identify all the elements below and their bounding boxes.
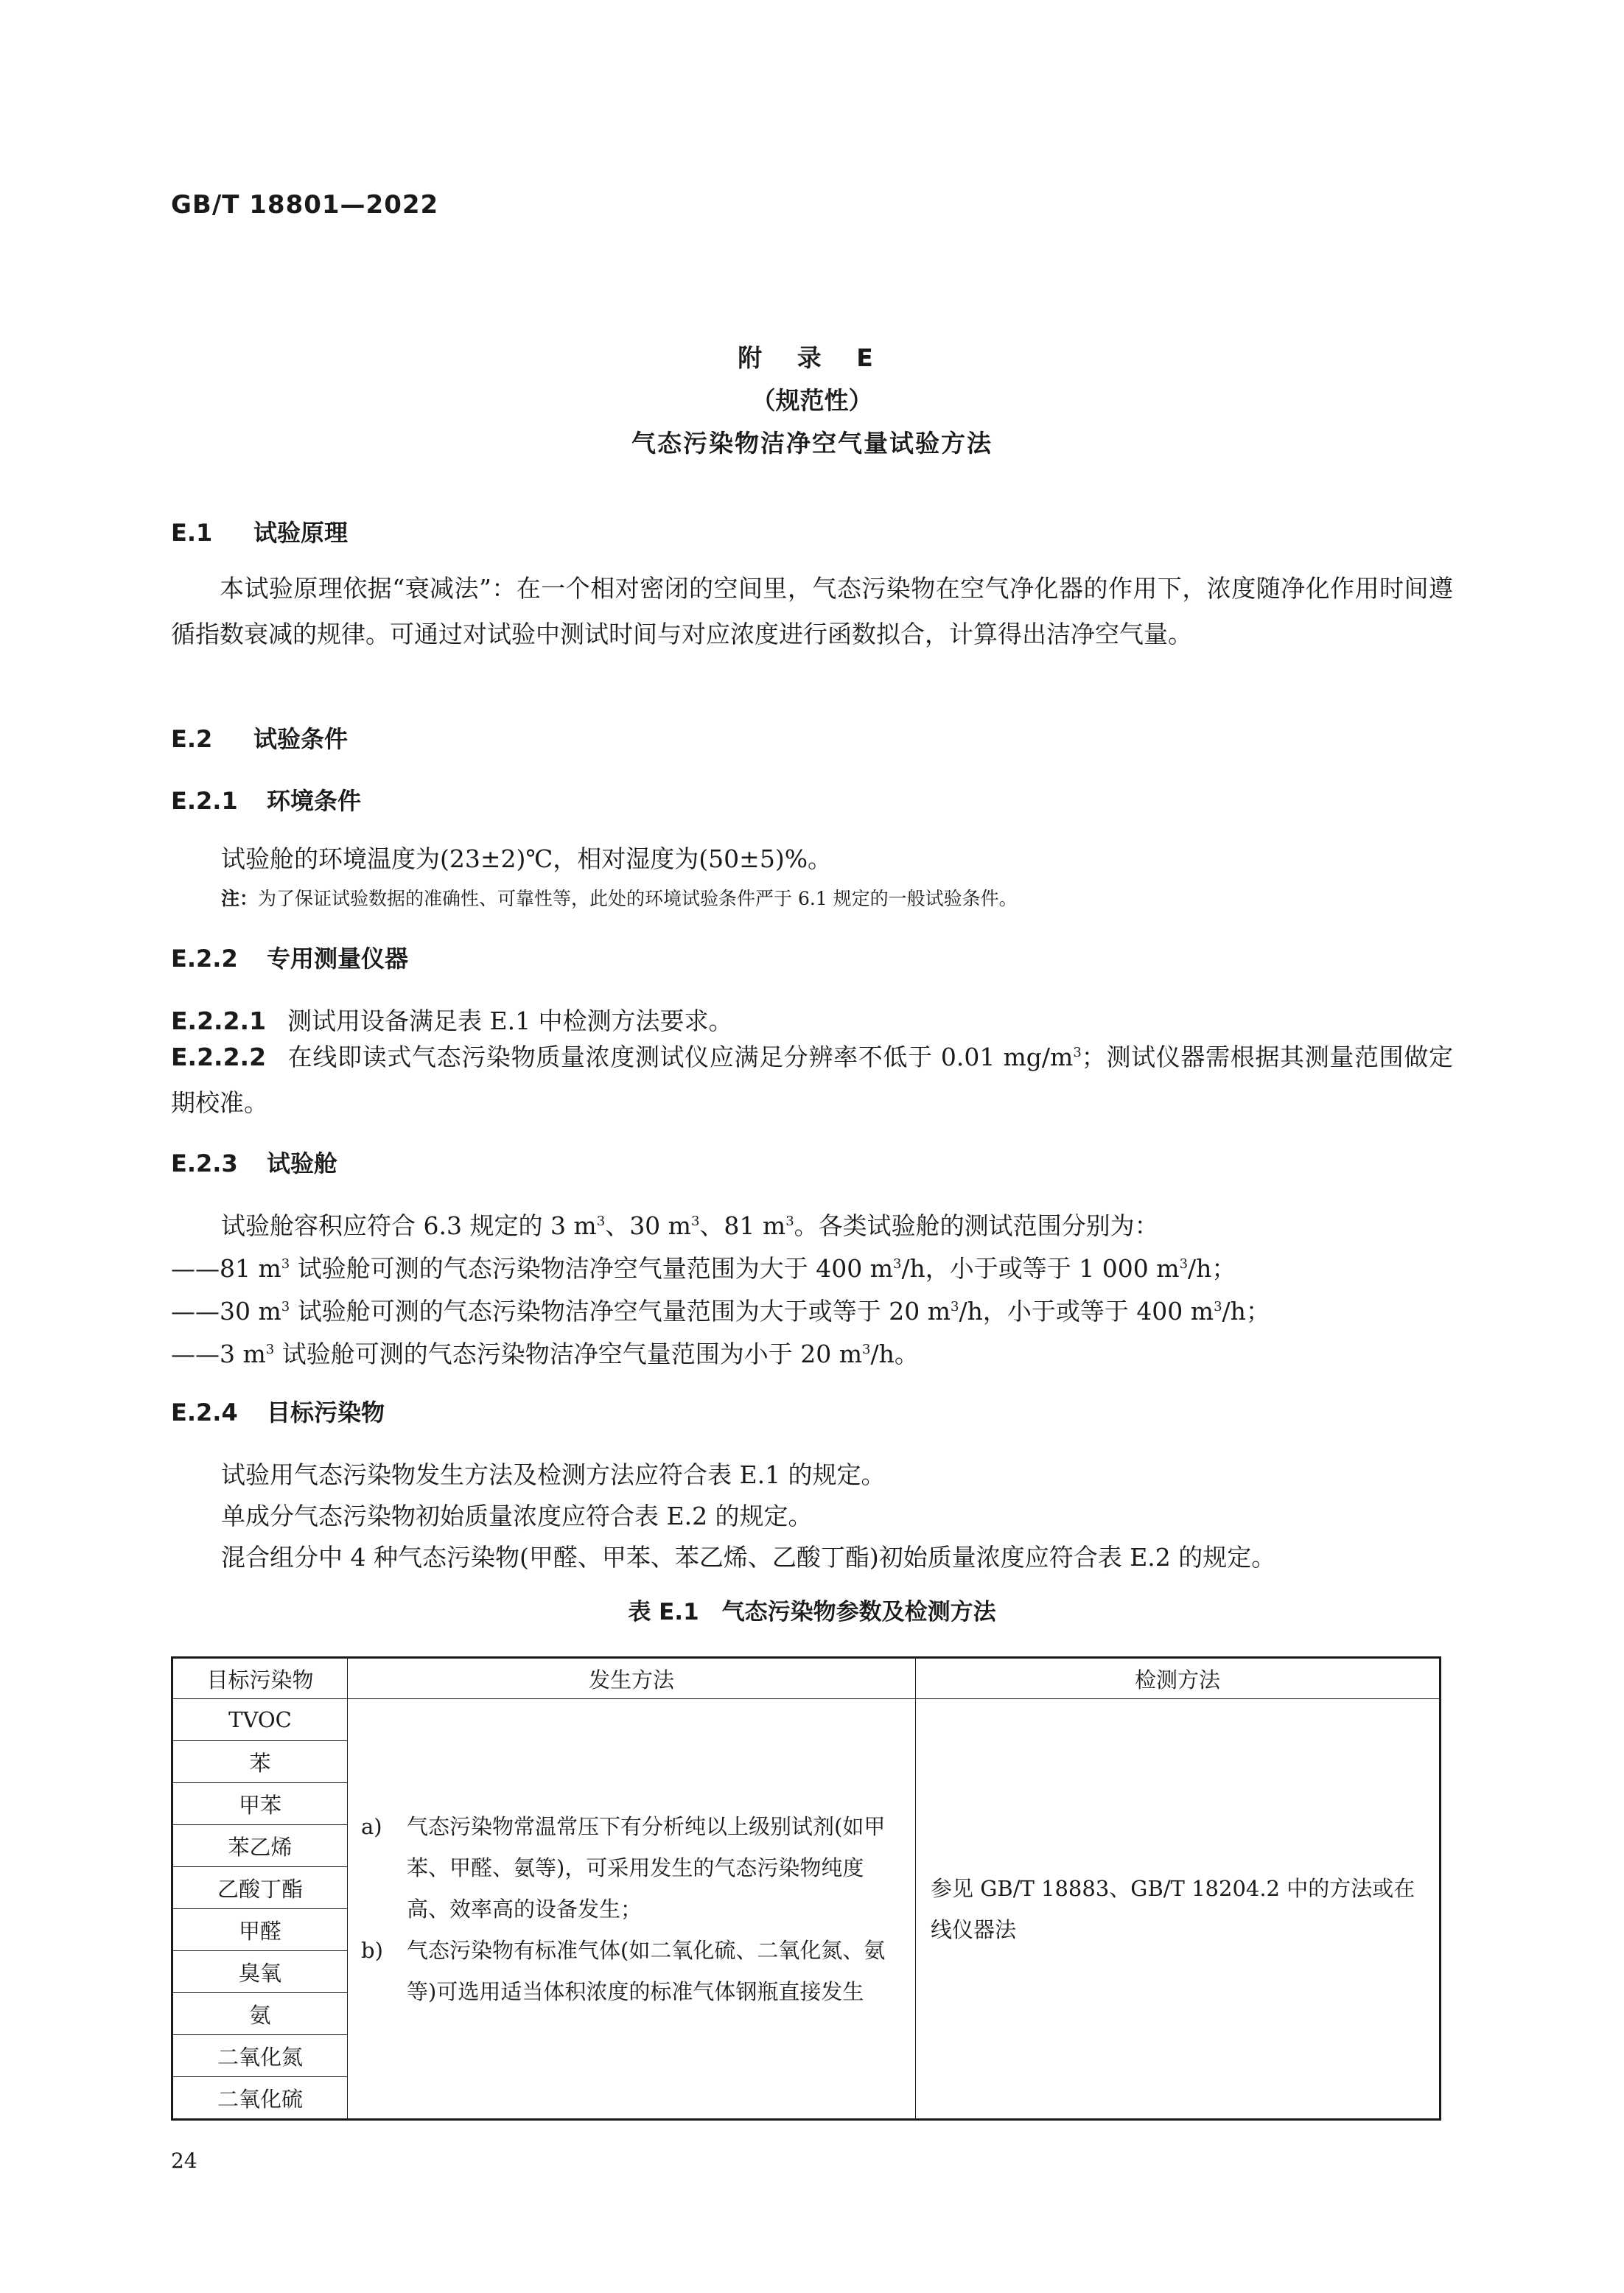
superscript: 3 bbox=[1073, 1045, 1082, 1060]
section-e2-heading bbox=[171, 721, 348, 755]
table-header-cell: 发生方法 bbox=[348, 1658, 916, 1699]
pollutant-table bbox=[171, 1656, 1441, 2121]
chamber-line-2: ——81 $m^3$ 试验舱可测的气态污染物洁净空气量范围为大于 400 $m^3/h$，小于或等于 1 000 $m^3/h$； bbox=[171, 1254, 1236, 1283]
chamber-line-1: 试验舱容积应符合 6.3 规定的 3 $m^3$、30 $m^3$、81 $m^3$。各类试验舱的测试范围分别为： bbox=[221, 1211, 1159, 1240]
generation-method-cell bbox=[348, 1699, 916, 2120]
target-line-2: 单成分气态污染物初始质量浓度应符合表 E.2 的规定。 bbox=[221, 1502, 813, 1530]
pollutant-cell: 苯乙烯 bbox=[172, 1825, 348, 1867]
section-title: 环境条件 bbox=[267, 787, 362, 815]
appendix-type: （规范性） bbox=[751, 386, 873, 415]
pollutant-cell: 苯 bbox=[172, 1741, 348, 1783]
section-number: E.2 bbox=[171, 725, 213, 753]
table-title: 表 E.1 气态污染物参数及检测方法 bbox=[628, 1599, 996, 1625]
note bbox=[221, 884, 1018, 911]
appendix-name: 气态污染物洁净空气量试验方法 bbox=[631, 429, 993, 458]
chamber-line-4: ——3 $m^3$ 试验舱可测的气态污染物洁净空气量范围为小于 20 $m^3/h$。 bbox=[171, 1340, 919, 1368]
clause-text: 测试用设备满足表 E.1 中检测方法要求。 bbox=[287, 1007, 733, 1035]
pollutant-cell: 二氧化氮 bbox=[172, 2035, 348, 2077]
generation-item bbox=[361, 1930, 903, 2012]
clause-number: E.2.2.2 bbox=[171, 1043, 267, 1071]
section-title: 目标污染物 bbox=[267, 1398, 385, 1426]
target-line-1: 试验用气态污染物发生方法及检测方法应符合表 E.1 的规定。 bbox=[221, 1460, 886, 1489]
clause-e222 bbox=[171, 1035, 1453, 1126]
pollutant-cell: 乙酸丁酯 bbox=[172, 1867, 348, 1909]
clause-number: E.2.2.1 bbox=[171, 1007, 267, 1035]
section-e21-heading bbox=[171, 783, 361, 816]
pollutant-cell: 甲苯 bbox=[172, 1783, 348, 1825]
item-text: 气态污染物有标准气体(如二氧化硫、二氧化氮、氨等)可选用适当体积浓度的标准气体钢瓶直接发生 bbox=[407, 1937, 886, 2004]
standard-code: GB/T 18801—2022 bbox=[171, 190, 439, 220]
pollutant-cell: 甲醛 bbox=[172, 1909, 348, 1951]
item-label: a) bbox=[361, 1813, 382, 1839]
section-e21-text: 试验舱的环境温度为(23±2)℃，相对湿度为(50±5)%。 bbox=[221, 844, 833, 873]
detection-method-cell: 参见 GB/T 18883、GB/T 18204.2 中的方法或在线仪器法 bbox=[916, 1699, 1441, 2120]
chamber-line-3: ——30 $m^3$ 试验舱可测的气态污染物洁净空气量范围为大于或等于 20 $m^3/h$，小于或等于 400 $m^3/h$； bbox=[171, 1297, 1270, 1326]
target-line-3: 混合组分中 4 种气态污染物(甲醛、甲苯、苯乙烯、乙酸丁酯)初始质量浓度应符合表 E.2 的规定。 bbox=[221, 1543, 1276, 1572]
item-label: b) bbox=[361, 1937, 383, 1963]
section-number: E.2.4 bbox=[171, 1398, 238, 1426]
section-e22-heading bbox=[171, 940, 408, 974]
page-number: 24 bbox=[171, 2149, 197, 2173]
section-e23-heading bbox=[171, 1145, 337, 1179]
clause-text: 在线即读式气态污染物质量浓度测试仪应满足分辨率不低于 0.01 mg/m bbox=[287, 1043, 1074, 1071]
section-number: E.2.3 bbox=[171, 1149, 238, 1177]
note-label: 注： bbox=[221, 888, 259, 909]
table-header-row bbox=[172, 1658, 1441, 1699]
section-title: 专用测量仪器 bbox=[267, 945, 409, 973]
section-number: E.1 bbox=[171, 519, 213, 547]
section-number: E.2.1 bbox=[171, 787, 238, 815]
pollutant-cell: TVOC bbox=[172, 1699, 348, 1741]
section-title: 试验舱 bbox=[267, 1149, 338, 1177]
appendix-title: 附 录 E bbox=[738, 343, 886, 372]
section-e24-heading bbox=[171, 1394, 385, 1428]
pollutant-cell: 氨 bbox=[172, 1993, 348, 2035]
section-e1-text: 本试验原理依据“衰减法”：在一个相对密闭的空间里，气态污染物在空气净化器的作用下，浓度随净化作用时间遵循指数衰减的规律。可通过对试验中测试时间与对应浓度进行函数拟合，计算得出洁净空气量。 bbox=[171, 574, 1453, 648]
section-e1-heading bbox=[171, 514, 348, 548]
note-text: 为了保证试验数据的准确性、可靠性等，此处的环境试验条件严于 6.1 规定的一般试验条件。 bbox=[258, 888, 1018, 909]
pollutant-cell: 二氧化硫 bbox=[172, 2077, 348, 2120]
clause-text-cont: ；测试仪器需根据其测量范围做定期校准。 bbox=[171, 1043, 1453, 1117]
section-number: E.2.2 bbox=[171, 945, 238, 973]
section-title: 试验原理 bbox=[253, 519, 349, 547]
generation-item bbox=[361, 1806, 903, 1930]
table-header-cell: 目标污染物 bbox=[172, 1658, 348, 1699]
table-header-cell: 检测方法 bbox=[916, 1658, 1441, 1699]
pollutant-cell: 臭氧 bbox=[172, 1951, 348, 1993]
clause-e221 bbox=[171, 1002, 733, 1037]
section-title: 试验条件 bbox=[253, 725, 349, 753]
item-text: 气态污染物常温常压下有分析纯以上级别试剂(如甲苯、甲醛、氨等)，可采用发生的气态污染物纯度高、效率高的设备发生； bbox=[407, 1813, 886, 1922]
table-row bbox=[172, 1699, 1441, 1741]
